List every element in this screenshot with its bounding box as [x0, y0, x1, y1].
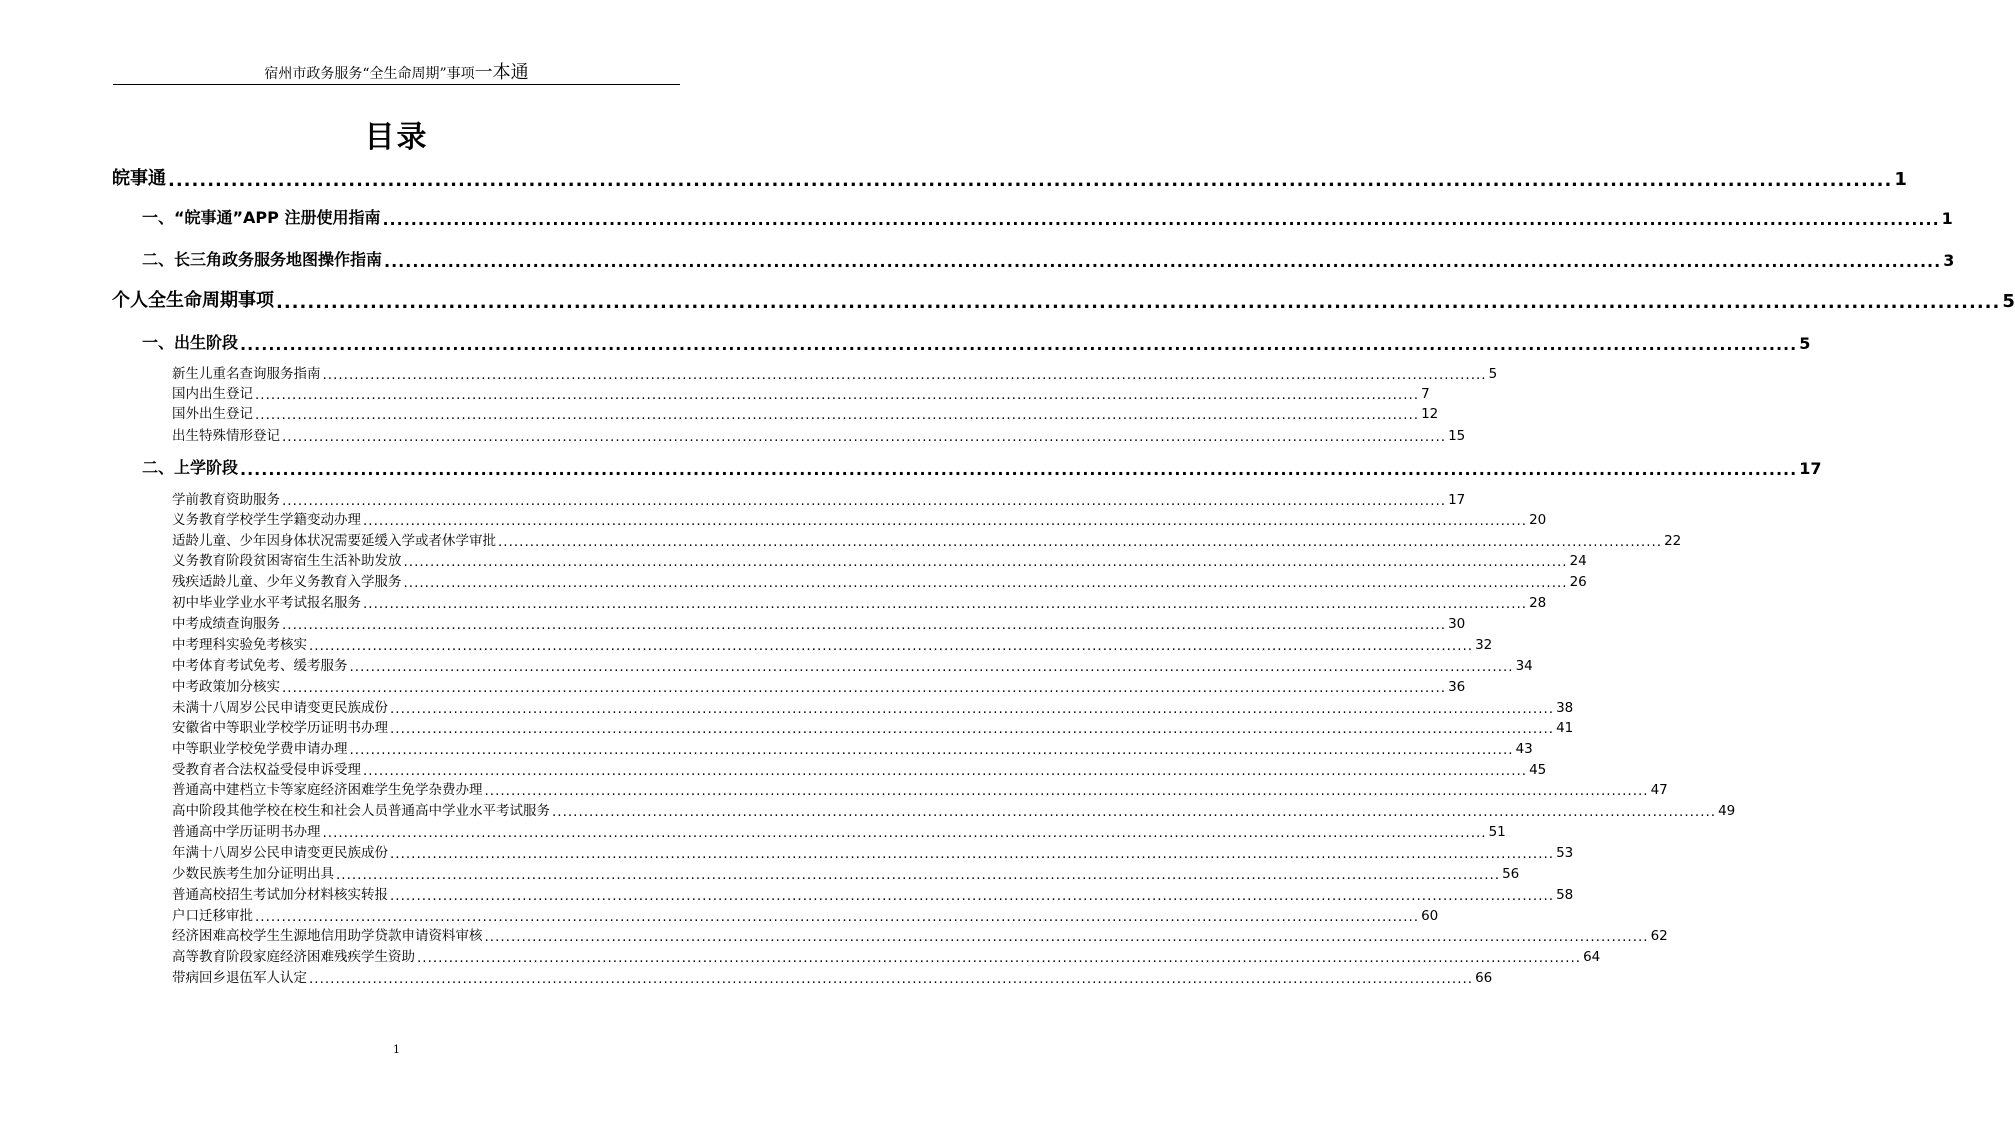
toc-entry-label: 初中毕业学业水平考试报名服务	[172, 595, 361, 611]
toc-entry-page: 66	[1475, 970, 1493, 986]
toc-dot-leader: ............................................................................................................................................................................................................................	[282, 492, 1447, 509]
toc-entry[interactable]	[172, 551, 1587, 570]
toc-entry[interactable]	[172, 698, 1574, 717]
toc-entry-page: 17	[1799, 459, 1822, 478]
toc-dot-leader: ............................................................................................................................................................................................................................	[363, 512, 1528, 529]
toc-entry[interactable]	[172, 968, 1493, 987]
toc-entry-label: 一、“皖事通”APP 注册使用指南	[142, 208, 381, 227]
toc-entry-label: 新生儿重名查询服务指南	[172, 366, 321, 382]
toc-dot-leader: ............................................................................................................................................................................................................................	[255, 406, 1420, 423]
toc-entry[interactable]	[112, 288, 2015, 313]
toc-entry[interactable]	[172, 490, 1466, 509]
toc-entry[interactable]	[172, 510, 1547, 529]
toc-entry-label: 残疾适龄儿童、少年义务教育入学服务	[172, 574, 402, 590]
toc-entry-page: 51	[1488, 824, 1506, 840]
toc-entry[interactable]	[172, 404, 1439, 423]
toc-dot-leader: ............................................................................................................................................................................................................................	[309, 970, 1474, 987]
toc-entry-page: 43	[1515, 741, 1533, 757]
toc-entry-page: 3	[1943, 251, 1955, 270]
toc-entry-page: 5	[2002, 291, 2015, 312]
toc-entry-label: 未满十八周岁公民申请变更民族成份	[172, 700, 388, 716]
toc-entry-label: 适龄儿童、少年因身体状况需要延缓入学或者休学审批	[172, 533, 496, 549]
toc-dot-leader: ............................................................................................................................................................................................................................	[390, 720, 1555, 737]
toc-entry-label: 学前教育资助服务	[172, 492, 280, 508]
toc-dot-leader: ............................................................................................................................................................................................................................	[336, 866, 1501, 883]
page-number: 1	[393, 1043, 400, 1056]
toc-dot-leader: ............................................................................................................................................................................................................................	[276, 292, 2001, 313]
toc-dot-leader: ............................................................................................................................................................................................................................	[484, 928, 1649, 945]
toc-entry-label: 中考理科实验免考核实	[172, 637, 307, 653]
toc-entry[interactable]	[172, 780, 1668, 799]
toc-entry-page: 12	[1421, 406, 1439, 422]
toc-dot-leader: ............................................................................................................................................................................................................................	[282, 616, 1447, 633]
toc-dot-leader: ............................................................................................................................................................................................................................	[322, 366, 1487, 383]
toc-entry[interactable]	[172, 926, 1668, 945]
toc-entry-label: 年满十八周岁公民申请变更民族成份	[172, 845, 388, 861]
toc-entry[interactable]	[172, 635, 1493, 654]
toc-entry-label: 皖事通	[112, 168, 166, 189]
toc-entry-label: 高中阶段其他学校在校生和社会人员普通高中学业水平考试服务	[172, 803, 550, 819]
toc-dot-leader: ............................................................................................................................................................................................................................	[309, 637, 1474, 654]
toc-entry[interactable]	[172, 760, 1547, 779]
toc-dot-leader: ............................................................................................................................................................................................................................	[282, 428, 1447, 445]
toc-entry-page: 56	[1502, 866, 1520, 882]
toc-entry-page: 26	[1569, 574, 1587, 590]
toc-entry-page: 49	[1718, 803, 1736, 819]
toc-entry[interactable]	[172, 677, 1466, 696]
toc-entry-label: 高等教育阶段家庭经济困难残疾学生资助	[172, 949, 415, 965]
toc-entry[interactable]	[172, 906, 1439, 925]
toc-entry-label: 普通高中建档立卡等家庭经济困难学生免学杂费办理	[172, 782, 483, 798]
toc-dot-leader: ............................................................................................................................................................................................................................	[349, 741, 1514, 758]
toc-entry-page: 47	[1650, 782, 1668, 798]
toc-entry-page: 30	[1448, 616, 1466, 632]
toc-entry-page: 5	[1799, 334, 1811, 353]
toc-entry-page: 34	[1515, 658, 1533, 674]
header-text: 宿州市政务服务“全生命周期”事项	[264, 66, 475, 82]
toc-entry[interactable]	[112, 166, 1907, 191]
toc-dot-leader: ............................................................................................................................................................................................................................	[384, 252, 1942, 271]
toc-entry-page: 58	[1556, 887, 1574, 903]
toc-entry[interactable]	[172, 843, 1574, 862]
toc-entry-label: 二、长三角政务服务地图操作指南	[142, 250, 383, 269]
toc-dot-leader: ............................................................................................................................................................................................................................	[349, 658, 1514, 675]
toc-dot-leader: ............................................................................................................................................................................................................................	[168, 170, 1893, 191]
toc-entry-label: 中考成绩查询服务	[172, 616, 280, 632]
toc-entry-page: 17	[1448, 492, 1466, 508]
toc-dot-leader: ............................................................................................................................................................................................................................	[282, 679, 1447, 696]
toc-dot-leader: ............................................................................................................................................................................................................................	[498, 533, 1663, 550]
toc-entry[interactable]	[172, 531, 1682, 550]
header-rule	[113, 84, 680, 85]
toc-entry-label: 国外出生登记	[172, 406, 253, 422]
toc-dot-leader: ............................................................................................................................................................................................................................	[363, 762, 1528, 779]
toc-entry-label: 户口迁移审批	[172, 908, 253, 924]
toc-entry-page: 64	[1583, 949, 1601, 965]
toc-entry-page: 5	[1488, 366, 1498, 382]
toc-dot-leader: ............................................................................................................................................................................................................................	[255, 908, 1420, 925]
toc-entry-page: 60	[1421, 908, 1439, 924]
toc-entry[interactable]	[172, 801, 1736, 820]
toc-entry-page: 1	[1894, 169, 1907, 190]
header-text-big: 一本通	[474, 62, 529, 83]
toc-entry-label: 少数民族考生加分证明出具	[172, 866, 334, 882]
toc-entry-page: 36	[1448, 679, 1466, 695]
toc-entry[interactable]	[142, 456, 1822, 479]
toc-entry-page: 7	[1421, 386, 1430, 402]
toc-entry-page: 28	[1529, 595, 1547, 611]
toc-entry-label: 经济困难高校学生生源地信用助学贷款申请资料审核	[172, 928, 483, 944]
toc-entry-label: 带病回乡退伍军人认定	[172, 970, 307, 986]
toc-entry-page: 1	[1941, 209, 1953, 228]
toc-dot-leader: ............................................................................................................................................................................................................................	[403, 553, 1568, 570]
toc-entry-label: 中考政策加分核实	[172, 679, 280, 695]
toc-entry-label: 普通高中学历证明书办理	[172, 824, 321, 840]
toc-entry-label: 普通高校招生考试加分材料核实转报	[172, 887, 388, 903]
toc-entry[interactable]	[172, 885, 1574, 904]
toc-entry[interactable]	[172, 864, 1520, 883]
toc-dot-leader: ............................................................................................................................................................................................................................	[382, 210, 1940, 229]
toc-entry[interactable]	[172, 426, 1466, 445]
toc-entry-page: 45	[1529, 762, 1547, 778]
toc-entry-label: 中考体育考试免考、缓考服务	[172, 658, 348, 674]
toc-entry-page: 20	[1529, 512, 1547, 528]
toc-entry-label: 义务教育学校学生学籍变动办理	[172, 512, 361, 528]
toc-entry[interactable]	[172, 364, 1498, 383]
toc-entry[interactable]	[142, 331, 1811, 354]
toc-entry[interactable]	[172, 593, 1547, 612]
toc-entry[interactable]	[172, 614, 1466, 633]
page-title: 目录	[364, 120, 429, 155]
toc-entry-label: 一、出生阶段	[142, 333, 239, 352]
toc-entry[interactable]	[172, 739, 1533, 758]
toc-entry[interactable]	[172, 947, 1601, 966]
toc-entry-page: 15	[1448, 428, 1466, 444]
toc-entry-page: 53	[1556, 845, 1574, 861]
toc-entry-label: 义务教育阶段贫困寄宿生生活补助发放	[172, 553, 402, 569]
toc-dot-leader: ............................................................................................................................................................................................................................	[403, 574, 1568, 591]
toc-entry[interactable]	[172, 384, 1430, 403]
toc-entry-page: 22	[1664, 533, 1682, 549]
toc-entry[interactable]	[142, 248, 1955, 271]
toc-dot-leader: ............................................................................................................................................................................................................................	[417, 949, 1582, 966]
toc-entry-page: 41	[1556, 720, 1574, 736]
toc-entry-label: 安徽省中等职业学校学历证明书办理	[172, 720, 388, 736]
toc-dot-leader: ............................................................................................................................................................................................................................	[552, 803, 1717, 820]
toc-entry-page: 24	[1569, 553, 1587, 569]
toc-entry[interactable]	[172, 572, 1587, 591]
toc-entry-label: 中等职业学校免学费申请办理	[172, 741, 348, 757]
toc-entry[interactable]	[172, 718, 1574, 737]
toc-dot-leader: ............................................................................................................................................................................................................................	[240, 460, 1798, 479]
toc-dot-leader: ............................................................................................................................................................................................................................	[390, 887, 1555, 904]
toc-entry-page: 38	[1556, 700, 1574, 716]
toc-entry-label: 出生特殊情形登记	[172, 428, 280, 444]
toc-entry-page: 32	[1475, 637, 1493, 653]
toc-dot-leader: ............................................................................................................................................................................................................................	[255, 386, 1420, 403]
toc-entry-label: 个人全生命周期事项	[112, 290, 274, 311]
toc-entry[interactable]	[172, 822, 1506, 841]
toc-dot-leader: ............................................................................................................................................................................................................................	[322, 824, 1487, 841]
toc-entry[interactable]	[172, 656, 1533, 675]
toc-entry-label: 国内出生登记	[172, 386, 253, 402]
toc-entry[interactable]	[142, 206, 1953, 229]
running-header	[0, 58, 793, 84]
toc-entry-label: 二、上学阶段	[142, 458, 239, 477]
toc-dot-leader: ............................................................................................................................................................................................................................	[240, 335, 1798, 354]
toc-entry-label: 受教育者合法权益受侵申诉受理	[172, 762, 361, 778]
toc-dot-leader: ............................................................................................................................................................................................................................	[390, 700, 1555, 717]
toc-dot-leader: ............................................................................................................................................................................................................................	[363, 595, 1528, 612]
toc-entry-page: 62	[1650, 928, 1668, 944]
toc-dot-leader: ............................................................................................................................................................................................................................	[390, 845, 1555, 862]
toc-dot-leader: ............................................................................................................................................................................................................................	[484, 782, 1649, 799]
